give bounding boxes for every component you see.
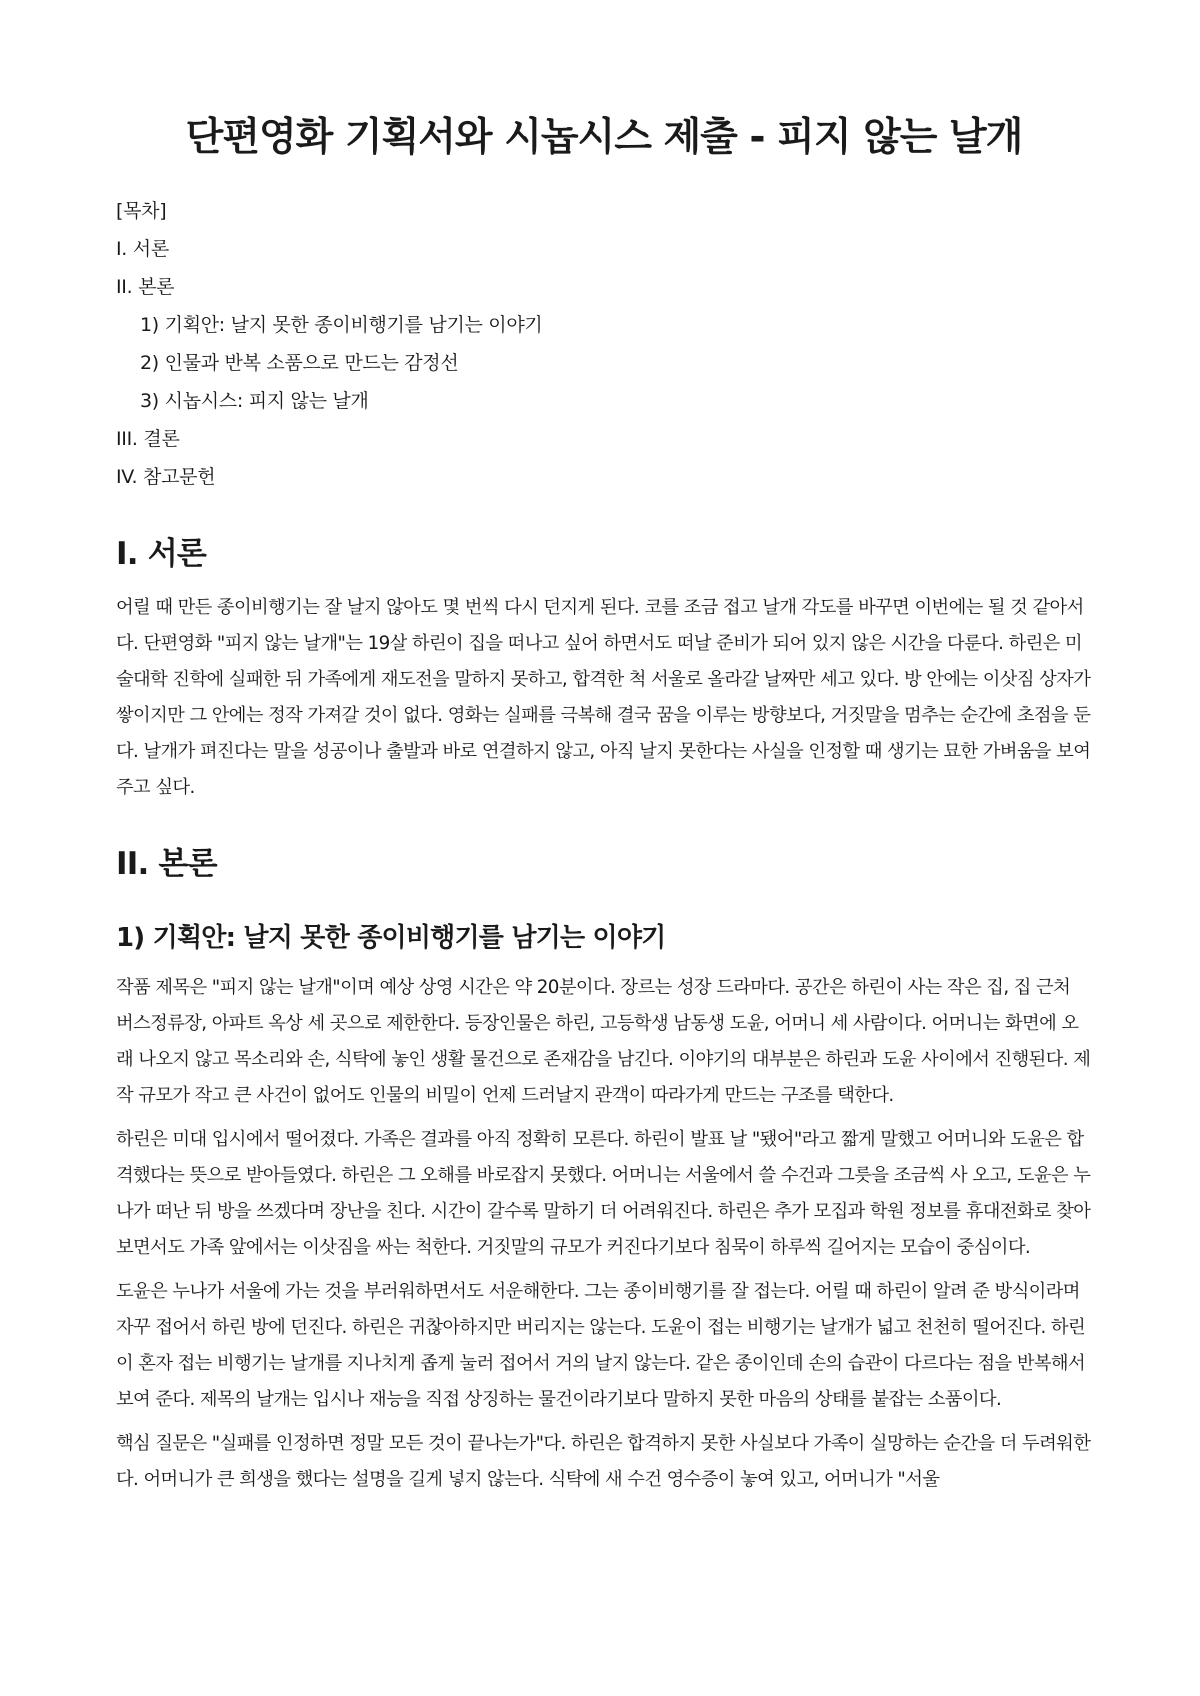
toc-item-body: II. 본론: [116, 276, 175, 298]
toc-item-references: IV. 참고문헌: [116, 466, 216, 488]
table-of-contents: [116, 192, 1092, 496]
toc-item-body-1: 1) 기획안: 날지 못한 종이비행기를 남기는 이야기: [140, 314, 543, 336]
document-title: 단편영화 기획서와 시놉시스 제출 - 피지 않는 날개: [185, 115, 1023, 160]
subsection-1-paragraph-3: 도윤은 누나가 서울에 가는 것을 부러워하면서도 서운해한다. 그는 종이비행기를 잘 접는다. 어릴 때 하린이 알려 준 방식이라며 자꾸 접어서 하린 방에 던진다. 하린은 귀찮아하지만 버리지는 않는다. 도윤이 접는 비행기는 날개가 넓고 천천히 떨어진다. 하린이 혼자 접는 비행기는 날개를 지나치게 좁게 눌러 접어서 거의 날지 않는다. 같은 종이인데 손의 습관이 다르다는 점을 반복해서 보여 준다. 제목의 날개는 입시나 재능을 직접 상징하는 물건이라기보다 말하지 못한 마음의 상태를 붙잡는 소품이다.: [116, 1281, 1086, 1410]
subsection-1-paragraph-1: 작품 제목은 "피지 않는 날개"이며 예상 상영 시간은 약 20분이다. 장르는 성장 드라마다. 공간은 하린이 사는 작은 집, 집 근처 버스정류장, 아파트 옥상 세 곳으로 제한한다. 등장인물은 하린, 고등학생 남동생 도윤, 어머니 세 사람이다. 어머니는 화면에 오래 나오지 않고 목소리와 손, 식탁에 놓인 생활 물건으로 존재감을 남긴다. 이야기의 대부분은 하린과 도윤 사이에서 진행된다. 제작 규모가 작고 큰 사건이 없어도 인물의 비밀이 언제 드러날지 관객이 따라가게 만드는 구조를 택한다.: [116, 977, 1091, 1106]
toc-item-body-2: 2) 인물과 반복 소품으로 만드는 감정선: [140, 352, 459, 374]
intro-paragraph: 어릴 때 만든 종이비행기는 잘 날지 않아도 몇 번씩 다시 던지게 된다. 코를 조금 접고 날개 각도를 바꾸면 이번에는 될 것 같아서다. 단편영화 "피지 않는 날개"는 19살 하린이 집을 떠나고 싶어 하면서도 떠날 준비가 되어 있지 않은 시간을 다룬다. 하린은 미술대학 진학에 실패한 뒤 가족에게 재도전을 말하지 못하고, 합격한 척 서울로 올라갈 날짜만 세고 있다. 방 안에는 이삿짐 상자가 쌓이지만 그 안에는 정작 가져갈 것이 없다. 영화는 실패를 극복해 결국 꿈을 이루는 방향보다, 거짓말을 멈추는 순간에 초점을 둔다. 날개가 펴진다는 말을 성공이나 출발과 바로 연결하지 않고, 아직 날지 못한다는 사실을 인정할 때 생기는 묘한 가벼움을 보여 주고 싶다.: [116, 597, 1091, 798]
subsection-1-heading: 1) 기획안: 날지 못한 종이비행기를 남기는 이야기: [116, 923, 666, 953]
subsection-1-paragraph-4: 핵심 질문은 "실패를 인정하면 정말 모든 것이 끝나는가"다. 하린은 합격하지 못한 사실보다 가족이 실망하는 순간을 더 두려워한다. 어머니가 큰 희생을 했다는 설명을 길게 넣지 않는다. 식탁에 새 수건 영수증이 놓여 있고, 어머니가 "서울: [116, 1433, 1091, 1490]
intro-heading: I. 서론: [116, 536, 206, 572]
toc-item-body-3: 3) 시놉시스: 피지 않는 날개: [140, 390, 369, 412]
toc-item-intro: I. 서론: [116, 238, 169, 260]
toc-heading: [목차]: [116, 200, 167, 222]
toc-item-conclusion: III. 결론: [116, 428, 180, 450]
body-heading: II. 본론: [116, 846, 217, 882]
subsection-1-paragraph-2: 하린은 미대 입시에서 떨어졌다. 가족은 결과를 아직 정확히 모른다. 하린이 발표 날 "됐어"라고 짧게 말했고 어머니와 도윤은 합격했다는 뜻으로 받아들였다. 하린은 그 오해를 바로잡지 못했다. 어머니는 서울에서 쓸 수건과 그릇을 조금씩 사 오고, 도윤은 누나가 떠난 뒤 방을 쓰겠다며 장난을 친다. 시간이 갈수록 말하기 더 어려워진다. 하린은 추가 모집과 학원 정보를 휴대전화로 찾아보면서도 가족 앞에서는 이삿짐을 싸는 척한다. 거짓말의 규모가 커진다기보다 침묵이 하루씩 길어지는 모습이 중심이다.: [116, 1129, 1091, 1258]
